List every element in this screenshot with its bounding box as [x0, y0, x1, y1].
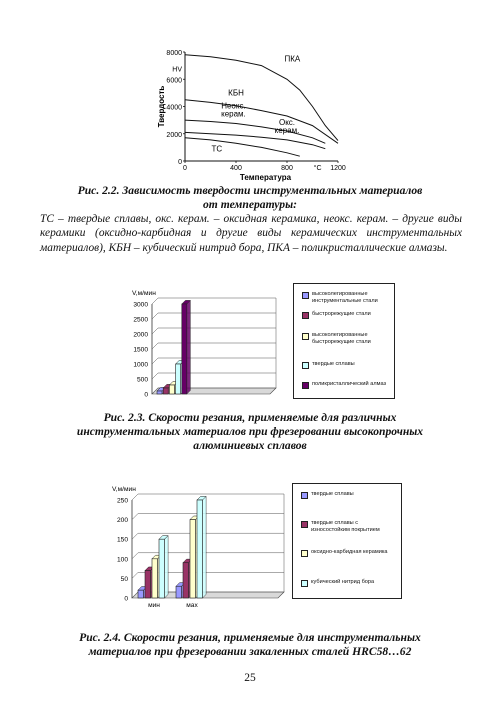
x-tick-label: 0 [183, 165, 187, 172]
legend-item [302, 311, 394, 319]
series-label: керам. [274, 125, 300, 135]
bar [159, 539, 165, 598]
y-tick-label: 250 [116, 497, 128, 505]
y-tick-label: 4000 [166, 104, 182, 112]
bar [183, 563, 189, 598]
legend-item [302, 332, 394, 345]
legend-label: твердые сплавы [312, 361, 355, 367]
x-tick-label: 1200 [330, 165, 346, 172]
bar-side [187, 300, 191, 394]
figure-2-4-caption-line1: Рис. 2.4. Скорости резания, применяемые для инструментальных [79, 631, 421, 644]
legend-label: высоколегированные быстрорежущие стали [312, 332, 371, 345]
y-tick-label: 2000 [133, 331, 148, 339]
grid-line [152, 313, 158, 319]
bar [157, 391, 162, 394]
figure-2-2-caption-line1: Рис. 2.2. Зависимость твердости инструментальных материалов [77, 184, 423, 197]
bar [197, 500, 203, 598]
y-axis-label: V,м/мин [112, 486, 136, 493]
bar-side [203, 496, 207, 598]
grid-line [132, 553, 138, 559]
x-axis-label: Температура [239, 173, 292, 182]
figure-2-3-caption-line2: инструментальных материалов при фрезеровании высокопрочных [76, 425, 424, 438]
series-label: Неокс. [221, 101, 246, 111]
legend-item [301, 579, 393, 587]
grid-line [152, 298, 158, 304]
series-label: ТС [211, 144, 223, 154]
category-label: мах [186, 602, 198, 609]
y-tick-label: 3000 [133, 301, 148, 309]
bar [176, 364, 181, 394]
bar [138, 590, 144, 598]
legend-swatch [302, 333, 309, 340]
hardness-chart-svg [150, 44, 350, 184]
y-tick-label: 1000 [133, 361, 148, 369]
legend-swatch [302, 292, 309, 299]
y-tick-label: 500 [136, 376, 148, 384]
figure-2-3-caption [40, 411, 460, 453]
y-axis-label: V,м/мин [132, 290, 156, 297]
legend-swatch [301, 550, 308, 557]
legend-swatch [302, 312, 309, 319]
bar [190, 520, 196, 598]
hardness-chart [150, 44, 350, 184]
y-tick-label: 0 [144, 391, 148, 399]
legend-item [301, 549, 393, 557]
bar [145, 571, 151, 598]
y-tick-label: 2000 [166, 131, 182, 139]
grid-line [132, 494, 138, 500]
cutting-speed-steel-svg [108, 482, 293, 617]
legend-label: твердые сплавы с износостойким покрытием [311, 520, 380, 533]
legend-label: быстрорежущие стали [312, 311, 371, 317]
cutting-speed-steel-legend [292, 483, 402, 599]
legend-item [302, 291, 394, 304]
legend-item [302, 381, 394, 389]
legend-item [302, 361, 394, 369]
grid-line [132, 514, 138, 520]
legend-label: поликристаллический алмаз [312, 381, 387, 387]
grid-line [132, 533, 138, 539]
x-unit-label: °C [313, 165, 322, 172]
bar [176, 586, 182, 598]
bar [152, 559, 158, 598]
figure-2-3-caption-line3: алюминиевых сплавов [193, 439, 307, 452]
bar [182, 304, 187, 394]
y-tick-label: 0 [178, 159, 182, 166]
series-label: ПКА [284, 54, 301, 64]
cutting-speed-aluminium-svg [120, 282, 290, 407]
page-number: 25 [244, 672, 256, 684]
figure-2-2-description: ТС – твердые сплавы, окс. керам. – оксидная керамика, неокс. керам. – другие виды керамики (оксидно-карбидная и другие виды керамических инструментальных материалов), КБН – кубический нитрид бора, ПКА – поликристаллические алмазы. [40, 213, 462, 254]
figure-2-4-caption-line2: материалов при фрезеровании закаленных сталей HRC58…62 [88, 645, 412, 658]
figure-2-2-caption [40, 184, 460, 212]
grid-line [152, 373, 158, 379]
bar [163, 388, 168, 394]
cutting-speed-aluminium-legend [293, 283, 395, 399]
legend-swatch [301, 521, 308, 528]
bar-side [165, 536, 169, 598]
y-tick-label: 150 [116, 536, 128, 544]
grid-line [132, 572, 138, 578]
y-tick-label: 200 [116, 517, 128, 525]
legend-swatch [302, 382, 309, 389]
legend-label: высоколегированные инструментальные стали [312, 291, 378, 304]
y-tick-label: 50 [120, 575, 128, 583]
series-label: Окс. [278, 117, 296, 127]
y-extra-label: HV [172, 66, 182, 74]
y-tick-label: 6000 [166, 77, 182, 85]
x-tick-label: 400 [230, 165, 242, 172]
series-label: керам. [221, 109, 246, 119]
series-line [185, 138, 300, 156]
legend-label: твердые сплавы [311, 491, 354, 497]
y-tick-label: 100 [116, 556, 128, 564]
legend-label: оксидно-карбидная керамика [311, 549, 388, 555]
series-label: КБН [228, 88, 244, 98]
bar [169, 385, 174, 394]
grid-line [152, 358, 158, 364]
grid-line [152, 343, 158, 349]
y-axis-label: Твердость [157, 85, 166, 128]
y-tick-label: 8000 [166, 50, 182, 57]
grid-line [152, 328, 158, 334]
cutting-speed-aluminium-chart [120, 282, 290, 407]
y-tick-label: 2500 [133, 316, 148, 324]
cutting-speed-steel-chart [108, 482, 293, 617]
legend-item [301, 491, 393, 499]
category-label: мин [148, 602, 160, 609]
x-tick-label: 800 [281, 165, 293, 172]
y-tick-label: 1500 [133, 346, 148, 354]
legend-swatch [301, 580, 308, 587]
legend-swatch [301, 492, 308, 499]
legend-item [301, 520, 393, 533]
y-tick-label: 0 [124, 595, 128, 603]
legend-swatch [302, 362, 309, 369]
figure-2-4-caption [40, 631, 460, 659]
figure-2-2-caption-line2: от температуры: [203, 198, 297, 211]
figure-2-3-caption-line1: Рис. 2.3. Скорости резания, применяемые для различных [103, 411, 397, 424]
legend-label: кубический нитрид бора [311, 579, 375, 585]
